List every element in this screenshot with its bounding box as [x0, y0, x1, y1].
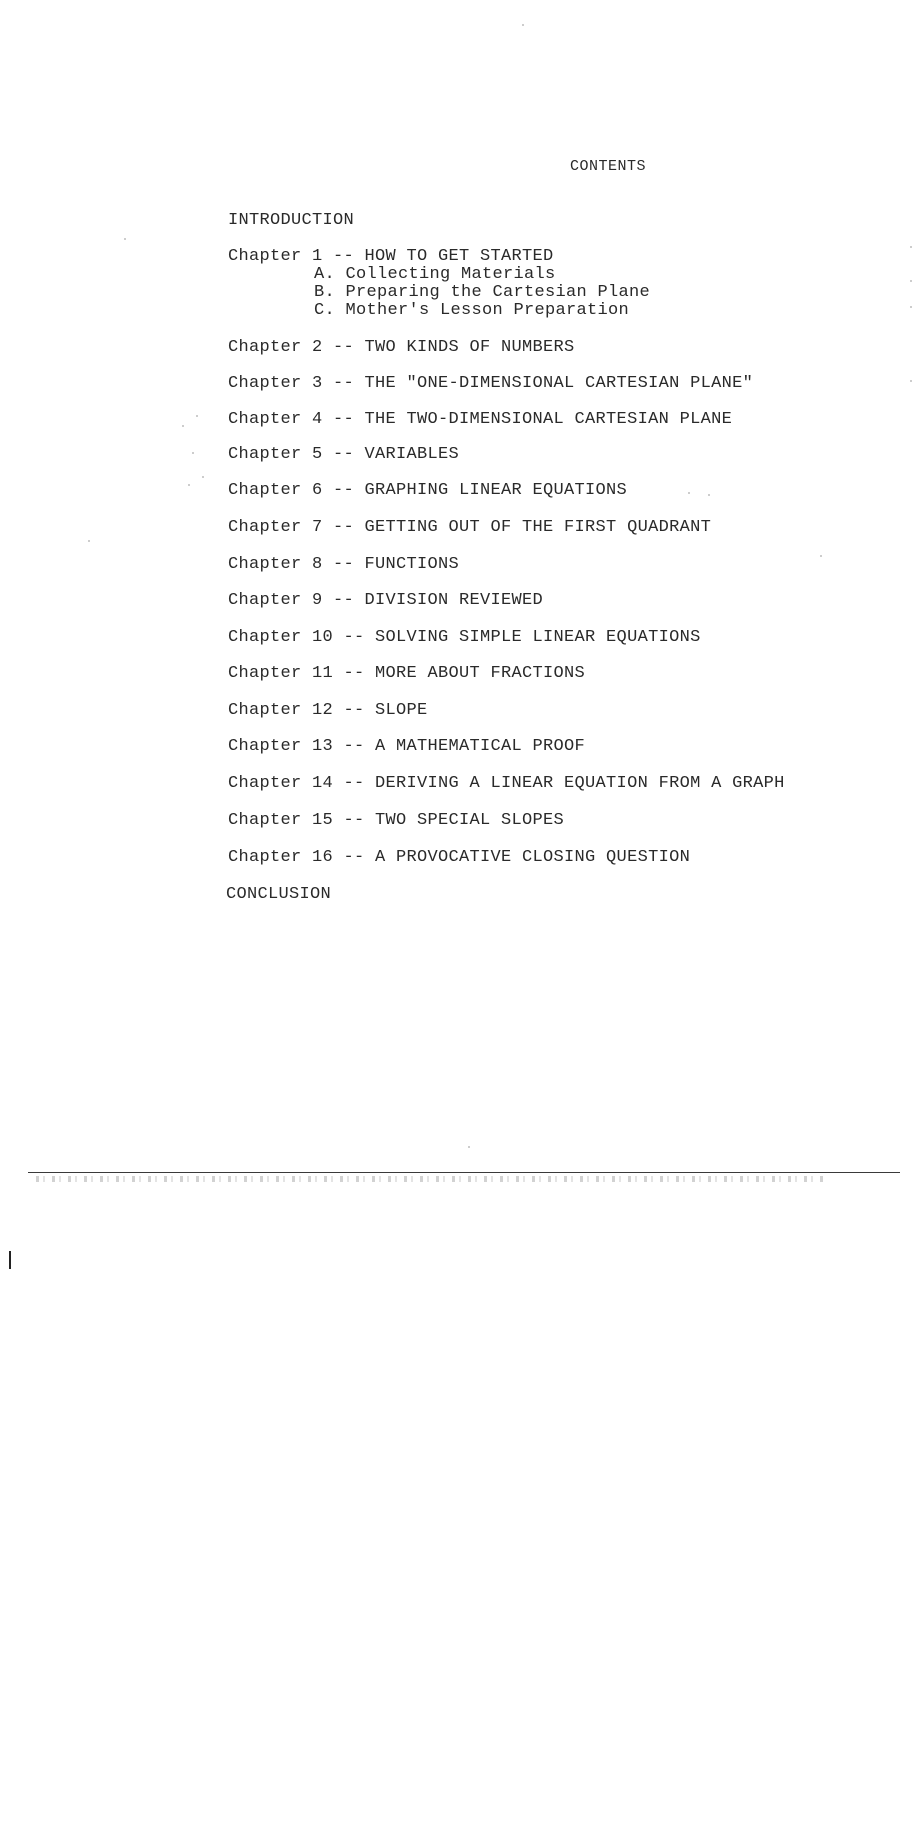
- toc-entry-chapter-5: Chapter 5 -- VARIABLES: [228, 445, 460, 464]
- toc-entry-conclusion: CONCLUSION: [226, 885, 332, 904]
- scan-speck: [196, 415, 198, 417]
- scan-speck: [522, 24, 524, 26]
- scan-speck: [910, 380, 912, 382]
- toc-entry-introduction: INTRODUCTION: [228, 211, 355, 230]
- text-cursor-mark: [9, 1251, 11, 1269]
- scan-speck: [202, 476, 204, 478]
- toc-entry-chapter-2: Chapter 2 -- TWO KINDS OF NUMBERS: [228, 338, 575, 357]
- toc-entry-chapter-11: Chapter 11 -- MORE ABOUT FRACTIONS: [228, 664, 586, 683]
- toc-subentry-1c: C. Mother's Lesson Preparation: [314, 301, 630, 320]
- toc-entry-chapter-15: Chapter 15 -- TWO SPECIAL SLOPES: [228, 811, 565, 830]
- scan-speck: [820, 555, 822, 557]
- toc-entry-chapter-3: Chapter 3 -- THE "ONE-DIMENSIONAL CARTESIAN PLANE": [228, 374, 754, 393]
- toc-entry-chapter-6: Chapter 6 -- GRAPHING LINEAR EQUATIONS: [228, 481, 628, 500]
- toc-entry-chapter-12: Chapter 12 -- SLOPE: [228, 701, 428, 720]
- toc-entry-chapter-16: Chapter 16 -- A PROVOCATIVE CLOSING QUESTION: [228, 848, 691, 867]
- scan-speck: [910, 306, 912, 308]
- scan-speck: [910, 246, 912, 248]
- scan-speck: [910, 280, 912, 282]
- scan-speck: [182, 425, 184, 427]
- scan-divider-line: [28, 1172, 900, 1173]
- toc-subentry-1b: B. Preparing the Cartesian Plane: [314, 283, 651, 302]
- page-title: CONTENTS: [570, 158, 647, 175]
- scan-noise-strip: [36, 1176, 826, 1182]
- toc-entry-chapter-8: Chapter 8 -- FUNCTIONS: [228, 555, 460, 574]
- toc-entry-chapter-4: Chapter 4 -- THE TWO-DIMENSIONAL CARTESIAN PLANE: [228, 410, 733, 429]
- toc-entry-chapter-9: Chapter 9 -- DIVISION REVIEWED: [228, 591, 544, 610]
- scan-speck: [468, 1146, 470, 1148]
- scan-speck: [88, 540, 90, 542]
- toc-subentry-1a: A. Collecting Materials: [314, 265, 556, 284]
- toc-entry-chapter-7: Chapter 7 -- GETTING OUT OF THE FIRST QUADRANT: [228, 518, 712, 537]
- scan-speck: [124, 238, 126, 240]
- toc-entry-chapter-14: Chapter 14 -- DERIVING A LINEAR EQUATION FROM A GRAPH: [228, 774, 785, 793]
- scan-speck: [192, 452, 194, 454]
- scan-speck: [708, 494, 710, 496]
- toc-entry-chapter-10: Chapter 10 -- SOLVING SIMPLE LINEAR EQUATIONS: [228, 628, 701, 647]
- scan-speck: [188, 484, 190, 486]
- scan-speck: [688, 492, 690, 494]
- toc-entry-chapter-1: Chapter 1 -- HOW TO GET STARTED: [228, 247, 554, 266]
- toc-entry-chapter-13: Chapter 13 -- A MATHEMATICAL PROOF: [228, 737, 586, 756]
